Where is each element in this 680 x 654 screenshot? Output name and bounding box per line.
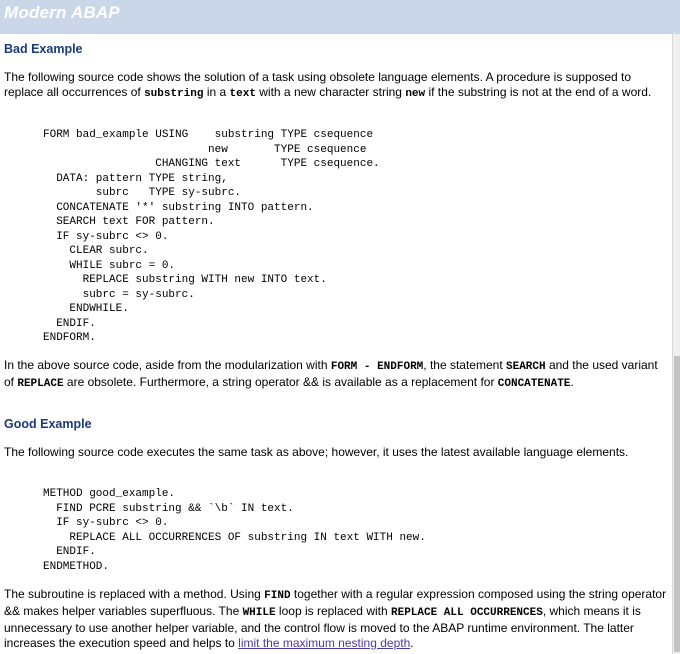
inline-code: substring <box>144 88 204 100</box>
explanation-text: together with a regular expression composed using the string operator && makes helper variables superfluous. The <box>4 587 667 618</box>
explanation-text: In the above source code, aside from the modularization with <box>4 358 331 372</box>
explanation-text: loop is replaced with <box>275 604 391 618</box>
explanation-text: , the statement <box>423 358 506 372</box>
good-example-explanation <box>4 587 668 651</box>
explanation-text: The subroutine is replaced with a method. Using <box>4 587 265 601</box>
explanation-text: , which means it is unnecessary to use another helper variable, and the control flow is moved to the ABAP runtime environment. The latter increases the execution speed and helps to <box>4 604 641 650</box>
inline-code: WHILE <box>242 607 276 619</box>
inline-code: new <box>405 88 426 100</box>
bad-example-heading: Bad Example <box>4 42 83 56</box>
inline-code: SEARCH <box>506 361 546 373</box>
nesting-depth-link[interactable]: limit the maximum nesting depth <box>238 636 411 650</box>
good-example-intro: The following source code executes the same task as above; however, it uses the latest available language elements. <box>4 445 629 459</box>
inline-code: CONCATENATE <box>497 378 571 390</box>
inline-code: REPLACE <box>17 378 64 390</box>
intro-text: The following source code shows the solution of a task using obsolete language elements. A procedure is supposed to replace all occurrences of <box>4 70 632 99</box>
intro-text: with a new character string <box>255 85 406 99</box>
inline-code: FORM - ENDFORM <box>330 361 424 373</box>
document-content <box>0 34 672 654</box>
page-header <box>0 0 680 34</box>
explanation-text: . <box>410 636 414 650</box>
explanation-text: are obsolete. Furthermore, a string operator && is available as a replacement for <box>63 375 498 389</box>
header-title: Modern ABAP <box>4 3 120 22</box>
bad-example-intro <box>4 70 668 102</box>
intro-text: if the substring is not at the end of a word. <box>425 85 652 99</box>
inline-code: text <box>229 88 256 100</box>
inline-code: REPLACE ALL OCCURRENCES <box>391 607 543 619</box>
explanation-text: and the used variant of <box>4 358 658 389</box>
bad-example-code-block: FORM bad_example USING substring TYPE csequence new TYPE csequence CHANGING text TYPE csequence. DATA: pattern TYPE string, subrc TYPE sy-subrc. CONCATENATE '*' substring INTO pattern. SEARCH text FOR pattern. IF sy-subrc <> 0. CLEAR subrc. WHILE subrc = 0. REPLACE substring WITH new INTO text. subrc = sy-subrc. ENDWHILE. ENDIF. ENDFORM. <box>43 129 380 344</box>
inline-code: FIND <box>264 590 291 602</box>
intro-text: in a <box>203 85 230 99</box>
good-example-heading: Good Example <box>4 417 92 431</box>
explanation-text: . <box>570 375 574 389</box>
bad-example-explanation <box>4 358 668 392</box>
scrollbar-thumb[interactable] <box>674 356 680 652</box>
vertical-scrollbar[interactable] <box>672 34 680 654</box>
good-example-code-block: METHOD good_example. FIND PCRE substring && `\b` IN text. IF sy-subrc <> 0. REPLACE ALL OCCURRENCES OF substring IN text WITH new. ENDIF. ENDMETHOD. <box>43 488 426 573</box>
